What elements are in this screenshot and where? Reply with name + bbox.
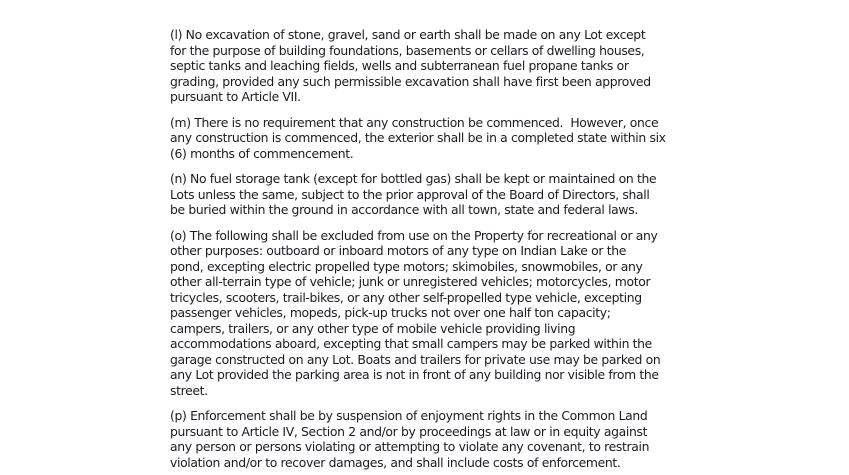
text-line: other purposes: outboard or inboard motors of any type on Indian Lake or the xyxy=(170,243,626,258)
text-line: (m) There is no requirement that any construction be commenced. However, once xyxy=(170,114,659,130)
text-line: violation and/or to recover damages, and shall include costs of enforcement. xyxy=(170,454,621,470)
document-text-block xyxy=(170,27,666,475)
text-line: septic tanks and leaching fields, wells and subterranean fuel propane tanks or xyxy=(170,58,629,73)
text-line: (6) months of commencement. xyxy=(170,145,354,161)
text-line: pursuant to Article IV, Section 2 and/or by proceedings at law or in equity against xyxy=(170,423,648,439)
paragraph-n xyxy=(170,171,666,218)
text-line: for the purpose of building foundations, basements or cellars of dwelling houses, xyxy=(170,42,645,58)
paragraph-p xyxy=(170,408,666,470)
text-line: any construction is commenced, the exterior shall be in a completed state within six xyxy=(170,130,666,145)
text-line: Lots unless the same, subject to the prior approval of the Board of Directors, shall xyxy=(170,186,650,202)
text-line: any person or persons violating or attempting to violate any covenant, to restrain xyxy=(170,439,650,454)
text-line: accommodations aboard, excepting that small campers may be parked within the xyxy=(170,336,652,351)
text-line: garage constructed on any Lot. Boats and trailers for private use may be parked on xyxy=(170,351,661,367)
text-line: passenger vehicles, mopeds, pick-up trucks not over one half ton capacity; xyxy=(170,305,611,320)
paragraph-l xyxy=(170,27,666,105)
text-line: be buried within the ground in accordance with all town, state and federal laws. xyxy=(170,202,638,217)
text-line: other all-terrain type of vehicle; junk or unregistered vehicles; motorcycles, motor xyxy=(170,274,651,289)
text-line: (n) No fuel storage tank (except for bottled gas) shall be kept or maintained on the xyxy=(170,171,657,186)
text-line: (p) Enforcement shall be by suspension of enjoyment rights in the Common Land xyxy=(170,408,648,423)
text-line: street. xyxy=(170,382,208,398)
paragraph-o xyxy=(170,228,666,399)
text-line: (o) The following shall be excluded from use on the Property for recreational or any xyxy=(170,227,658,243)
text-line: grading, provided any such permissible excavation shall have first been approved xyxy=(170,73,651,89)
text-line: pursuant to Article VII. xyxy=(170,89,301,104)
text-line: pond, excepting electric propelled type motors; skimobiles, snowmobiles, or any xyxy=(170,258,643,274)
text-line: campers, trailers, or any other type of mobile vehicle providing living xyxy=(170,320,576,336)
text-line: (l) No excavation of stone, gravel, sand or earth shall be made on any Lot except xyxy=(170,27,646,42)
text-line: tricycles, scooters, trail-bikes, or any other self-propelled type vehicle, excepting xyxy=(170,289,642,305)
paragraph-m xyxy=(170,115,666,162)
text-line: any Lot provided the parking area is not in front of any building nor visible from the xyxy=(170,367,659,382)
